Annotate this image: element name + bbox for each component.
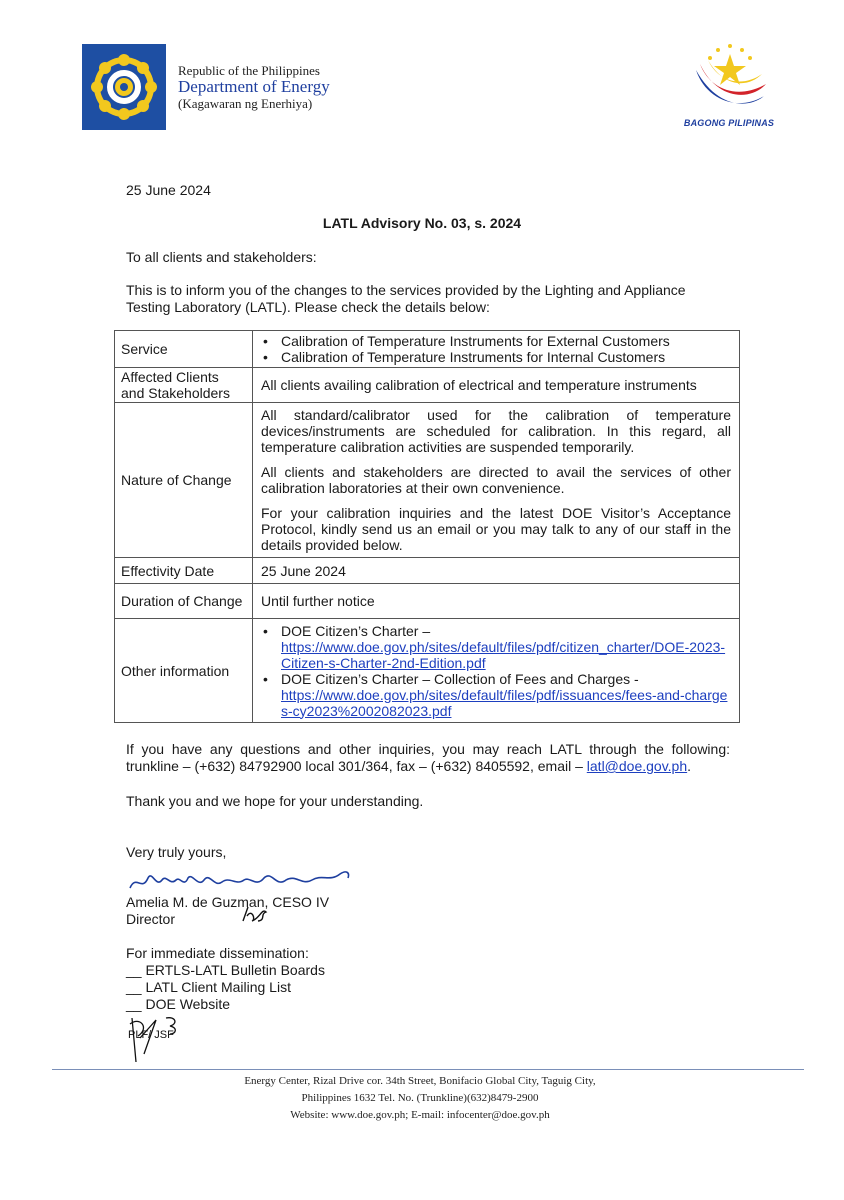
- affected-label: Affected Clients and Stakeholders: [115, 368, 253, 403]
- nature-paragraph-2: All clients and stakeholders are directed to avail the services of other calibration laboratories at their own convenience.: [261, 464, 731, 496]
- footer-line-3: Website: www.doe.gov.ph; E-mail: infocenter@doe.gov.ph: [290, 1109, 550, 1121]
- list-item: [281, 671, 731, 719]
- dissemination-item: __ LATL Client Mailing List: [126, 979, 291, 995]
- doe-seal-logo: [82, 44, 166, 130]
- effectivity-label: Effectivity Date: [115, 558, 253, 584]
- dissemination-item: __ DOE Website: [126, 996, 231, 1012]
- initial-mark: [240, 904, 270, 929]
- footer-line-2: Philippines 1632 Tel. No. (Trunkline)(632)8479-2900: [301, 1092, 539, 1104]
- initials-text: PLF/ JSF: [128, 1029, 174, 1041]
- table-row-service: [115, 331, 740, 368]
- duration-label: Duration of Change: [115, 584, 253, 619]
- nature-label: Nature of Change: [115, 403, 253, 558]
- fees-and-charges-link[interactable]: https://www.doe.gov.ph/sites/default/files/pdf/issuances/fees-and-charges-cy2023%2002082023.pdf: [281, 686, 728, 719]
- other-info-list: [261, 623, 731, 719]
- thanks-line: Thank you and we hope for your understanding.: [126, 793, 424, 809]
- table-row-duration: [115, 584, 740, 619]
- republic-line: Republic of the Philippines: [178, 63, 320, 78]
- table-row-other: [115, 619, 740, 723]
- letter-date: 25 June 2024: [126, 182, 211, 198]
- agency-header: [178, 63, 330, 111]
- department-name: Department of Energy: [178, 77, 330, 96]
- table-row-affected: [115, 368, 740, 403]
- service-value: [253, 331, 740, 368]
- contact-text: If you have any questions and other inquiries, you may reach LATL through the following: trunkline – (+632) 84792900 local 301/364, fax – (+632) 8405592, email –: [126, 741, 730, 774]
- list-item: • Calibration of Temperature Instruments for External Customers: [281, 333, 731, 349]
- intro-paragraph: This is to inform you of the changes to the services provided by the Lighting and Appliance Testing Laboratory (LATL). Please check the details below:: [126, 282, 686, 315]
- charter-text: DOE Citizen’s Charter –: [281, 622, 431, 639]
- list-item: [281, 623, 731, 671]
- bagong-pilipinas-logo: [688, 40, 772, 120]
- advisory-details-table: [114, 330, 740, 723]
- footer-line-1: Energy Center, Rizal Drive cor. 34th Street, Bonifacio Global City, Taguig City,: [244, 1075, 596, 1087]
- closing-line: Very truly yours,: [126, 844, 227, 860]
- nature-paragraph-3: For your calibration inquiries and the latest DOE Visitor’s Acceptance Protocol, kindly send us an email or you may talk to any of our staff in the details provided below.: [261, 505, 731, 553]
- affected-value: All clients availing calibration of electrical and temperature instruments: [253, 368, 740, 403]
- contact-email-link[interactable]: latl@doe.gov.ph: [586, 758, 688, 774]
- effectivity-value: 25 June 2024: [253, 558, 740, 584]
- bagong-pilipinas-text: BAGONG PILIPINAS: [683, 118, 775, 128]
- initials-mark: [126, 1014, 186, 1071]
- nature-value: [253, 403, 740, 558]
- signatory-name: Amelia M. de Guzman, CESO IV: [126, 894, 330, 910]
- dissemination-heading: For immediate dissemination:: [126, 945, 309, 961]
- advisory-title: LATL Advisory No. 03, s. 2024: [322, 215, 522, 231]
- dissemination-block: [126, 945, 325, 1013]
- citizens-charter-link[interactable]: https://www.doe.gov.ph/sites/default/files/pdf/citizen_charter/DOE-2023-Citizen-s-Charter-2nd-Edition.pdf: [281, 638, 726, 671]
- duration-value: Until further notice: [253, 584, 740, 619]
- footer-address: [150, 1073, 690, 1124]
- table-row-nature: [115, 403, 740, 558]
- nature-paragraph-1: All standard/calibrator used for the calibration of temperature devices/instruments are scheduled for calibration. In this regard, all temperature calibration activities are suspended temporarily.: [261, 407, 731, 455]
- contact-end: .: [687, 758, 692, 774]
- list-item: • Calibration of Temperature Instruments for Internal Customers: [281, 349, 731, 365]
- service-list: [261, 333, 731, 365]
- salutation: To all clients and stakeholders:: [126, 249, 317, 265]
- table-row-effectivity: [115, 558, 740, 584]
- other-info-label: Other information: [115, 619, 253, 723]
- signatory-title: Director: [126, 911, 176, 927]
- footer-divider: [52, 1069, 804, 1070]
- service-label: Service: [115, 331, 253, 368]
- dissemination-item: __ ERTLS-LATL Bulletin Boards: [126, 962, 325, 978]
- other-info-value: [253, 619, 740, 723]
- fees-charter-text: DOE Citizen’s Charter – Collection of Fees and Charges -: [281, 670, 639, 687]
- contact-paragraph: [126, 741, 730, 775]
- department-filipino-name: (Kagawaran ng Enerhiya): [178, 96, 313, 111]
